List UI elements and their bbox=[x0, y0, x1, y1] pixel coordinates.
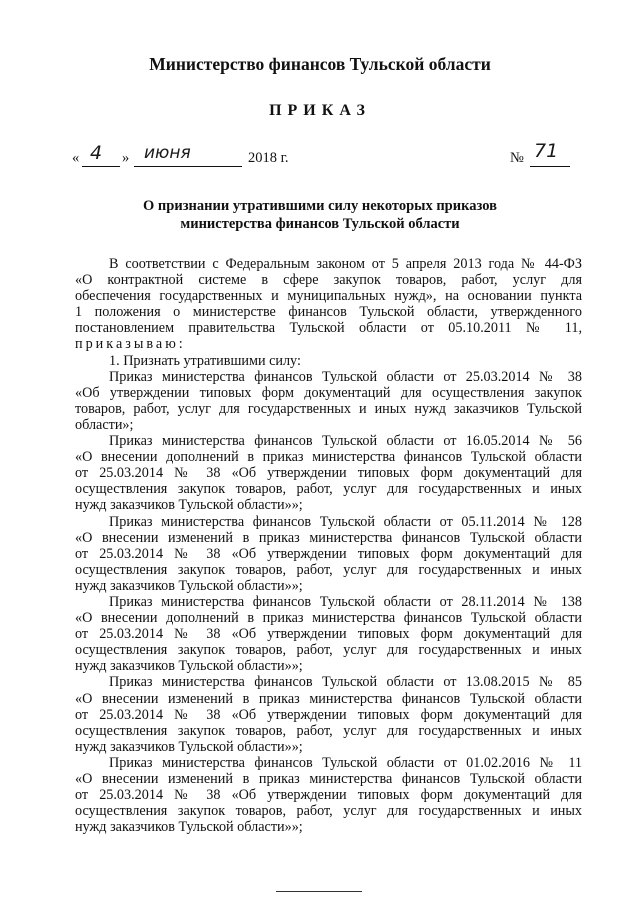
date-year: 2018 г. bbox=[248, 150, 289, 166]
text-line: «О контрактной системе в сфере закупок товаров, работ, услуг для bbox=[75, 272, 582, 289]
text-line: Приказ министерства финансов Тульской области от 25.03.2014 № 38 bbox=[109, 368, 582, 385]
revoked-order-item bbox=[75, 433, 582, 513]
revoked-order-item bbox=[75, 674, 582, 754]
text-line: В соответствии с Федеральным законом от 5 апреля 2013 года № 44-ФЗ bbox=[109, 256, 582, 272]
revoked-order-item bbox=[75, 369, 582, 433]
text-line: «О внесении изменений в приказ министерства финансов Тульской области bbox=[75, 529, 582, 546]
text-line: «О внесении дополнений в приказ министерства финансов Тульской области bbox=[75, 449, 582, 466]
number-underline bbox=[530, 166, 570, 167]
text-line: от 25.03.2014 № 38 «Об утверждении типовых форм документаций для bbox=[75, 787, 582, 804]
title-line: министерства финансов Тульской области bbox=[180, 216, 460, 232]
text-line: нужд заказчиков Тульской области»»; bbox=[75, 577, 303, 594]
text-line: товаров, работ, услуг для государственных и иных нужд заказчиков Тульской bbox=[75, 400, 582, 417]
text-line: нужд заказчиков Тульской области»»; bbox=[75, 658, 303, 675]
text-line: осуществления закупок товаров, работ, услуг для государственных и иных bbox=[75, 561, 582, 578]
text-line: от 25.03.2014 № 38 «Об утверждении типовых форм документаций для bbox=[75, 465, 582, 482]
ministry-heading: Министерство финансов Тульской области bbox=[149, 54, 491, 74]
text-line: приказываю: bbox=[75, 336, 186, 353]
number-sign: № bbox=[510, 150, 524, 166]
text-line: нужд заказчиков Тульской области»»; bbox=[75, 819, 303, 836]
text-line: «О внесении изменений в приказ министерства финансов Тульской области bbox=[75, 690, 582, 707]
date-number-line bbox=[72, 140, 572, 168]
text-line: области»; bbox=[75, 416, 134, 433]
text-line: Приказ министерства финансов Тульской области от 05.11.2014 № 128 bbox=[109, 513, 582, 530]
text-line: нужд заказчиков Тульской области»»; bbox=[75, 738, 303, 755]
text-line: от 25.03.2014 № 38 «Об утверждении типовых форм документаций для bbox=[75, 706, 582, 723]
day-underline bbox=[82, 166, 120, 167]
text-line: «Об утверждении типовых форм документаций для осуществления закупок bbox=[75, 384, 582, 401]
text-line: от 25.03.2014 № 38 «Об утверждении типовых форм документаций для bbox=[75, 545, 582, 562]
footer-divider bbox=[276, 891, 362, 892]
text-line: «О внесении дополнений в приказ министерства финансов Тульской области bbox=[75, 610, 582, 627]
handwritten-day: 4 bbox=[90, 142, 103, 164]
handwritten-number: 71 bbox=[534, 140, 559, 162]
text-line: нужд заказчиков Тульской области»»; bbox=[75, 497, 303, 514]
text-line: «О внесении изменений в приказ министерства финансов Тульской области bbox=[75, 771, 582, 787]
title-line: О признании утратившими силу некоторых приказов bbox=[143, 198, 497, 214]
intro-paragraph bbox=[75, 256, 582, 353]
revoked-order-item bbox=[75, 755, 582, 835]
handwritten-month: июня bbox=[144, 143, 191, 163]
text-line: обеспечения государственных и муниципальных нужд», на основании пункта bbox=[75, 288, 582, 305]
order-title bbox=[0, 197, 640, 233]
revoked-order-item bbox=[75, 514, 582, 594]
text-line: 1 положения о министерстве финансов Тульской области, утвержденного bbox=[75, 304, 582, 321]
text-line: Приказ министерства финансов Тульской области от 13.08.2015 № 85 bbox=[109, 674, 582, 691]
text-line: Приказ министерства финансов Тульской области от 16.05.2014 № 56 bbox=[109, 433, 582, 450]
month-underline bbox=[134, 166, 242, 167]
text-line: постановлением правительства Тульской области от 05.10.2011 № 11, bbox=[75, 320, 582, 337]
text-line: Приказ министерства финансов Тульской области от 01.02.2016 № 11 bbox=[109, 754, 582, 771]
point-1: 1. Признать утратившими силу: bbox=[109, 352, 301, 369]
text-line: осуществления закупок товаров, работ, услуг для государственных и иных bbox=[75, 803, 582, 820]
text-line: осуществления закупок товаров, работ, услуг для государственных и иных bbox=[75, 722, 582, 739]
text-line: осуществления закупок товаров, работ, услуг для государственных и иных bbox=[75, 642, 582, 659]
document-type: ПРИКАЗ bbox=[269, 102, 371, 119]
text-line: осуществления закупок товаров, работ, услуг для государственных и иных bbox=[75, 481, 582, 498]
text-line: от 25.03.2014 № 38 «Об утверждении типовых форм документаций для bbox=[75, 626, 582, 643]
revoked-order-item bbox=[75, 594, 582, 674]
date-open-quote: « bbox=[72, 150, 80, 166]
order-body bbox=[75, 256, 582, 835]
date-close-quote: » bbox=[122, 150, 130, 166]
text-line: Приказ министерства финансов Тульской области от 28.11.2014 № 138 bbox=[109, 593, 582, 610]
